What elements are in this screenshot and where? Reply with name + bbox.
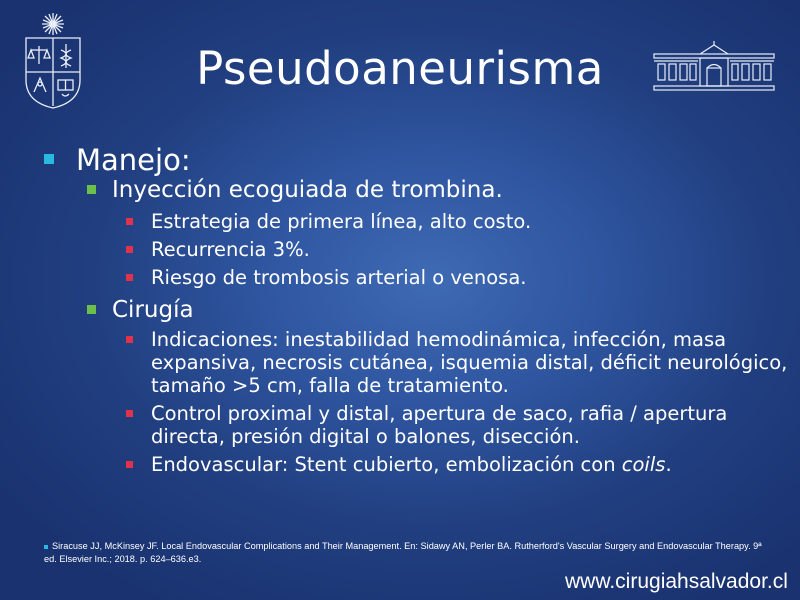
citation [44, 540, 764, 565]
bullet-text [151, 453, 672, 476]
endovascular-suffix: . [665, 453, 672, 476]
bullet-marker-icon [126, 336, 133, 343]
bullet-text: Cirugía [112, 297, 194, 323]
bullet-marker-icon [87, 185, 96, 194]
bullet-marker-icon [126, 461, 133, 468]
bullet-marker-icon [44, 154, 54, 164]
coils-text: coils [621, 453, 666, 476]
bullet-text: Recurrencia 3%. [151, 238, 310, 261]
bullet-marker-icon [126, 274, 133, 281]
bullet-text: Control proximal y distal, apertura de saco, rafia / apertura directa, presión digital o balones, disección. [151, 402, 728, 448]
bullet-text: Inyección ecoguiada de trombina. [112, 177, 503, 203]
bullet-marker-icon [87, 305, 96, 314]
slide-title: Pseudoaneurisma [196, 42, 604, 95]
endovascular-text: Endovascular: Stent cubierto, embolización con [151, 453, 622, 476]
citation-text: Siracuse JJ, McKinsey JF. Local Endovascular Complications and Their Management. En: Sidawy AN, Perler BA. Rutherford's Vascular Surgery and Endovascular Therapy. 9ª ed. Elsevier Inc.; 2018. p. 624–636.e3. [44, 541, 762, 564]
bullet-text: Manejo: [76, 143, 191, 177]
citation-bullet-icon [44, 545, 48, 549]
bullet-text: Indicaciones: inestabilidad hemodinámica, infección, masa expansiva, necrosis cutánea, isquemia distal, déficit neurológico, tamaño >5 cm, falla de tratamiento. [151, 328, 788, 397]
bullet-text: Estrategia de primera línea, alto costo. [151, 210, 532, 233]
bullet-marker-icon [126, 410, 133, 417]
bullet-text: Riesgo de trombosis arterial o venosa. [151, 266, 527, 289]
bullet-marker-icon [126, 246, 133, 253]
bullet-marker-icon [126, 218, 133, 225]
website-url: www.cirugiahsalvador.cl [565, 570, 788, 593]
